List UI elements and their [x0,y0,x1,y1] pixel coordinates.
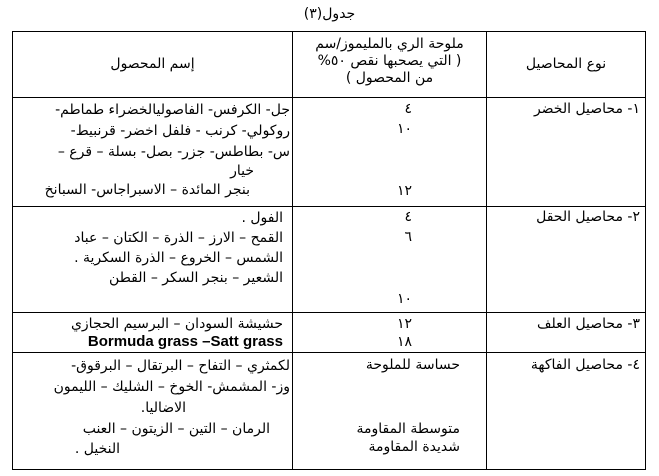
salinity-cell [310,356,460,468]
salinity-value: ٤ [404,209,412,225]
row-divider [12,312,646,313]
crop-name-line: جل- الكرفس- الفاصوليالخضراء طماطم- [55,102,290,118]
salinity-value: ١٠ [396,121,412,137]
crop-type-cell: ٤- محاصيل الفاكهة [530,357,640,373]
crop-type-cell: ٣- محاصيل العلف [536,316,640,332]
table-border-bottom [12,469,646,470]
crop-name-line: الاضاليا. [140,400,186,416]
salinity-cell [312,208,412,312]
crop-name-line: بنجر المائدة – الاسبراجاس- السبانخ [44,182,250,198]
row-divider [12,206,646,207]
crop-name-cell [13,356,290,468]
salinity-value: ١٨ [396,334,412,350]
header-salinity [293,36,486,87]
salinity-category: حساسة للملوحة [365,357,460,373]
salinity-value: ١٢ [396,183,412,199]
crop-type-cell: ١- محاصيل الخضر [533,101,640,117]
crop-name-line: س- بطاطس- جزر- بصل- بسلة – قرع – [57,144,290,160]
table-title: جدول(٣) [303,6,356,22]
crop-name-line: لكمثري – التفاح – البرتقال – البرقوق- [71,358,290,374]
salinity-value: ٦ [404,229,412,245]
crop-name-line: الشمس – الخروع – الذرة السكرية . [74,250,283,266]
crop-name-cell [13,208,283,288]
header-salinity-line: ملوحة الري بالمليموز/سم [315,36,464,52]
header-salinity-line: ( التي يصحبها نقص ٥٠% [317,53,462,69]
salinity-value: ١٢ [396,316,412,332]
crop-name-line: حشيشة السودان – البرسيم الحجازي [70,316,283,332]
salinity-cell [312,315,412,351]
crop-name-cell [13,100,290,206]
table-border-top [12,31,646,32]
crop-name-line: الرمان – التين – الزيتون – العنب [82,421,270,437]
crop-name-line: النخيل . [74,441,120,457]
header-salinity-line: من المحصول ) [345,70,434,86]
crop-salinity-table [12,31,646,470]
header-divider [12,97,646,98]
crop-name-line: وز- المشمش- الخوخ – الشليك – الليمون [53,379,290,395]
crop-name-line: الشعير – بنجر السكر – القطن [109,270,283,286]
crop-type-cell: ٢- محاصيل الحقل [536,209,640,225]
crop-name-line: القمح – الارز – الذرة – الكتان – عباد [74,230,283,246]
crop-name-cell [13,315,283,351]
crop-name-line: الفول . [241,210,283,226]
row-divider [12,352,646,353]
column-divider [486,31,487,470]
crop-name-line-english: Bormuda grass –Satt grass [87,333,283,350]
salinity-cell [312,100,412,204]
header-crop-type: نوع المحاصيل [525,56,607,72]
crop-name-line: روكولي- كرنب - فلفل اخضر- قرنبيط- [70,123,290,139]
salinity-value: ٤ [404,101,412,117]
header-crop-name: إسم المحصول [110,56,195,72]
salinity-category: متوسطة المقاومة [356,421,460,437]
salinity-value: ١٠ [396,291,412,307]
table-border-right [645,31,646,470]
column-divider [292,31,293,470]
crop-name-line: خيار [230,163,254,179]
salinity-category: شديدة المقاومة [368,439,460,455]
